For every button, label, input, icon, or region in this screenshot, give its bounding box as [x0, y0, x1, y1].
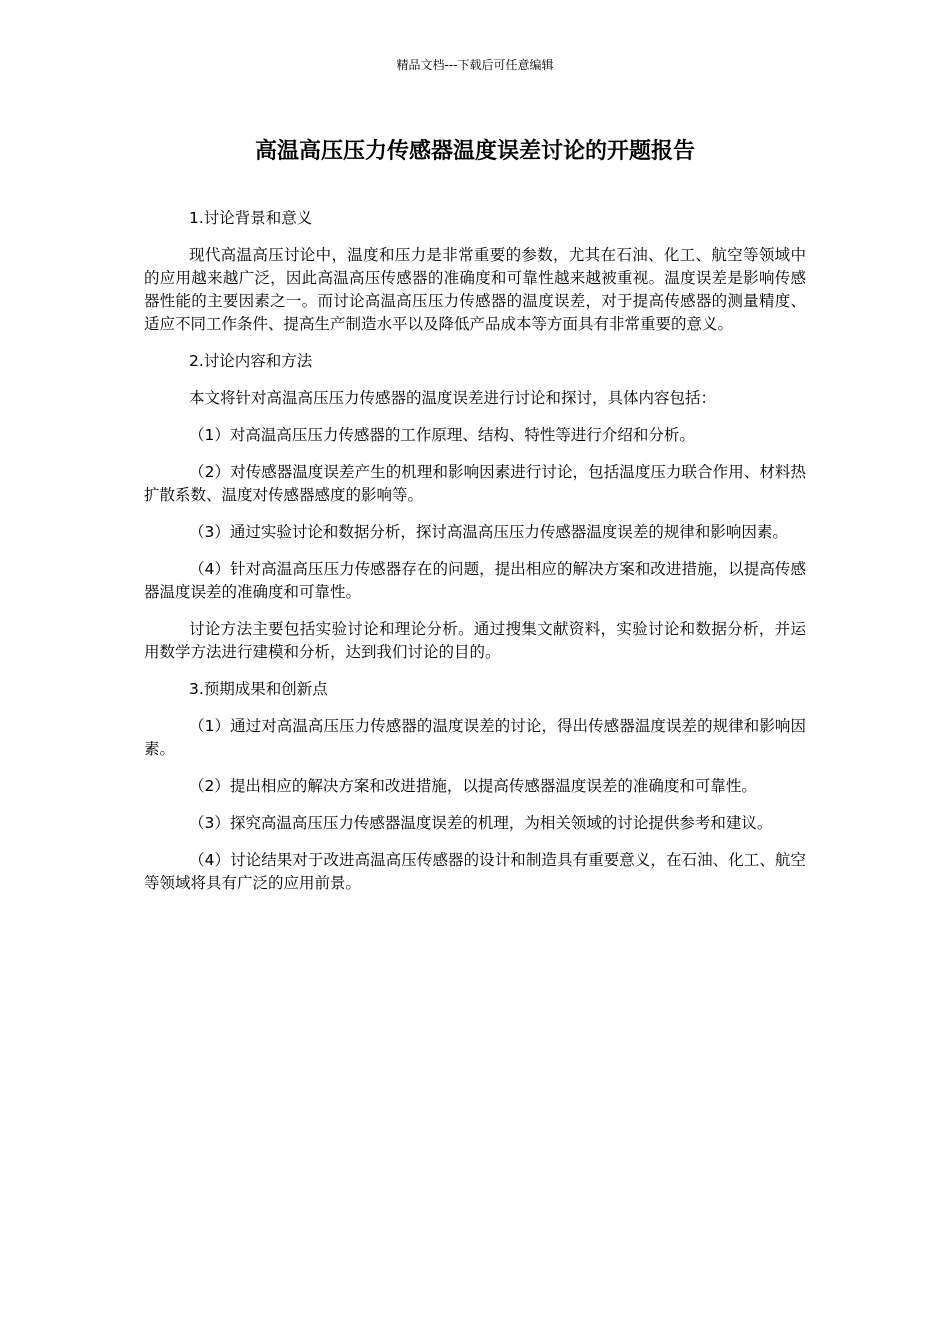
list-item-outcome-2: （2）提出相应的解决方案和改进措施，以提高传感器温度误差的准确度和可靠性。 [189, 777, 757, 795]
list-item-content-3: （3）通过实验讨论和数据分析，探讨高温高压压力传感器温度误差的规律和影响因素。 [189, 523, 788, 541]
paragraph-content-intro: 本文将针对高温高压压力传感器的温度误差进行讨论和探讨，具体内容包括： [189, 389, 717, 407]
list-item-outcome-4: （4）讨论结果对于改进高温高压传感器的设计和制造具有重要意义，在石油、化工、航空等领域将具有广泛的应用前景。 [144, 851, 806, 892]
list-item-content-4: （4）针对高温高压压力传感器存在的问题，提出相应的解决方案和改进措施，以提高传感器温度误差的准确度和可靠性。 [144, 560, 806, 601]
list-item-content-1: （1）对高温高压压力传感器的工作原理、结构、特性等进行介绍和分析。 [189, 426, 695, 444]
paragraph-background: 现代高温高压讨论中，温度和压力是非常重要的参数，尤其在石油、化工、航空等领域中的应用越来越广泛，因此高温高压传感器的准确度和可靠性越来越被重视。温度误差是影响传感器性能的主要因素之一。而讨论高温高压压力传感器的温度误差，对于提高传感器的测量精度、适应不同工作条件、提高生产制造水平以及降低产品成本等方面具有非常重要的意义。 [144, 246, 806, 333]
list-item-outcome-3: （3）探究高温高压压力传感器温度误差的机理，为相关领域的讨论提供参考和建议。 [189, 814, 773, 832]
document-body [144, 207, 806, 909]
document-title: 高温高压压力传感器温度误差讨论的开题报告 [254, 139, 695, 164]
section-heading-background: 1.讨论背景和意义 [189, 209, 313, 227]
list-item-outcome-1: （1）通过对高温高压压力传感器的温度误差的讨论，得出传感器温度误差的规律和影响因素。 [144, 717, 806, 758]
section-heading-content-method: 2.讨论内容和方法 [189, 352, 313, 370]
header-note: 精品文档---下载后可任意编辑 [396, 58, 554, 72]
list-item-content-2: （2）对传感器温度误差产生的机理和影响因素进行讨论，包括温度压力联合作用、材料热扩散系数、温度对传感器感度的影响等。 [144, 463, 806, 504]
paragraph-method: 讨论方法主要包括实验讨论和理论分析。通过搜集文献资料，实验讨论和数据分析，并运用数学方法进行建模和分析，达到我们讨论的目的。 [144, 620, 806, 661]
section-heading-outcomes: 3.预期成果和创新点 [189, 680, 328, 698]
